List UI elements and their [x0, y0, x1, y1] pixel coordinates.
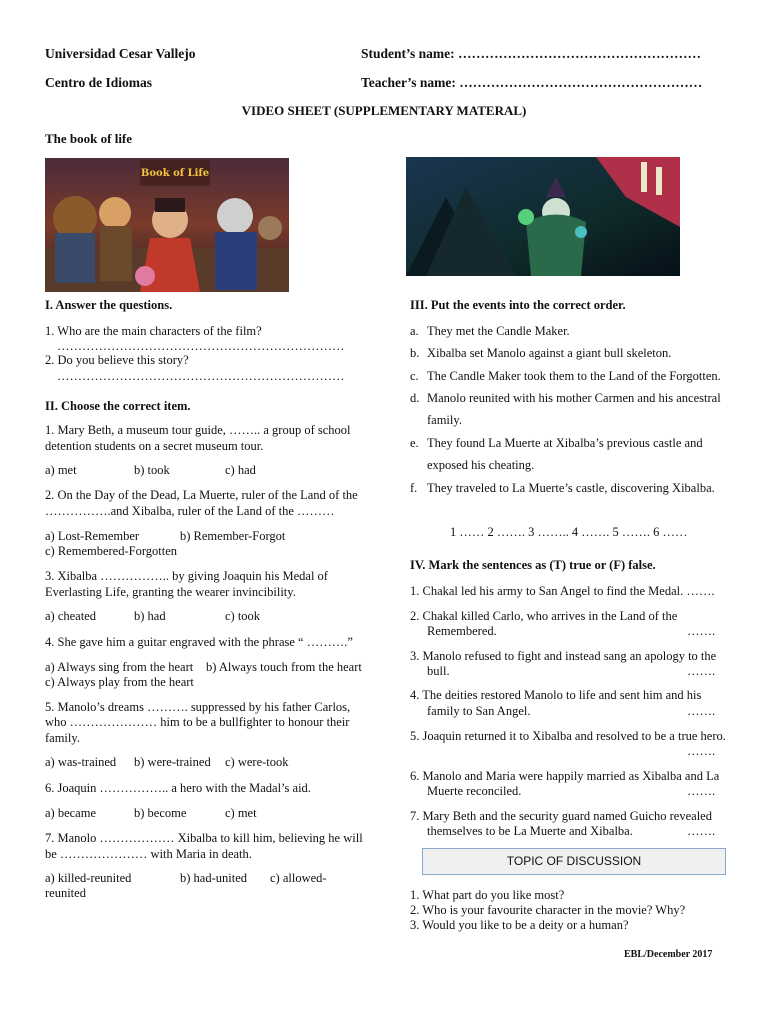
item-7-option-a[interactable]: a) killed-reunited: [45, 871, 132, 885]
university-name: Universidad Cesar Vallejo: [45, 46, 196, 61]
book-of-life-poster-image: [45, 158, 289, 292]
teacher-name-field: Teacher’s name: ………………………………………………: [361, 75, 703, 90]
section-4-heading: IV. Mark the sentences as (T) true or (F) false.: [410, 558, 656, 572]
topic-of-discussion-title: TOPIC OF DISCUSSION: [506, 854, 642, 868]
item-3-line-2: Everlasting Life, granting the wearer invincibility.: [45, 585, 296, 599]
item-2-line-2: …………….and Xibalba, ruler of the Land of the ………: [45, 504, 335, 518]
section-1-heading: I. Answer the questions.: [45, 298, 173, 312]
item-5-line-2: who ………………… him to be a bullfighter to honour their: [45, 715, 350, 729]
item-1-line-2: detention students on a secret museum tour.: [45, 439, 264, 453]
item-7-option-c-cont: reunited: [45, 886, 86, 900]
item-1-option-b[interactable]: b) took: [134, 463, 170, 477]
question-2: 2. Do you believe this story?: [45, 353, 189, 367]
tf-statement-7-line-2: themselves to be La Muerte and Xibalba.: [427, 824, 633, 838]
book-of-life-logo: [140, 160, 210, 186]
item-3-option-c[interactable]: c) took: [225, 609, 261, 623]
topic-of-discussion-box: [422, 848, 726, 875]
event-e: They found La Muerte at Xibalba’s previous castle and: [427, 436, 703, 450]
item-1-option-a[interactable]: a) met: [45, 463, 77, 477]
item-4-line-1: 4. She gave him a guitar engraved with the phrase “ ……….”: [45, 635, 353, 649]
tf-blank-5[interactable]: …….: [687, 744, 716, 758]
event-c: The Candle Maker took them to the Land of the Forgotten.: [427, 369, 721, 383]
item-6-line-1: 6. Joaquin …………….. a hero with the Madal’s aid.: [45, 781, 311, 795]
section-2-heading: II. Choose the correct item.: [45, 399, 191, 413]
item-6-option-c[interactable]: c) met: [225, 806, 257, 820]
language-center: Centro de Idiomas: [45, 75, 153, 90]
answer-line-1[interactable]: ……………………………………………………………: [57, 339, 345, 353]
item-1-line-1: 1. Mary Beth, a museum tour guide, …….. a group of school: [45, 423, 351, 437]
item-3-option-a[interactable]: a) cheated: [45, 609, 97, 623]
item-5-option-c[interactable]: c) were-took: [225, 755, 289, 769]
tf-blank-2[interactable]: …….: [687, 624, 716, 638]
event-letter-e: e.: [410, 436, 419, 450]
discussion-question-2: 2. Who is your favourite character in the movie? Why?: [410, 903, 686, 917]
event-e-cont: exposed his cheating.: [427, 458, 535, 472]
tf-statement-7-line-1: 7. Mary Beth and the security guard named Guicho revealed: [410, 809, 712, 823]
item-2-option-b[interactable]: b) Remember-Forgot: [180, 529, 286, 543]
item-2-option-c[interactable]: c) Remembered-Forgotten: [45, 544, 178, 558]
tf-blank-7[interactable]: …….: [687, 824, 716, 838]
page-title: VIDEO SHEET (SUPPLEMENTARY MATERAL): [241, 103, 527, 118]
item-2-line-1: 2. On the Day of the Dead, La Muerte, ruler of the Land of the: [45, 488, 358, 502]
svg-text:Book of Life: Book of Life: [140, 168, 210, 179]
tf-blank-6[interactable]: …….: [687, 784, 716, 798]
event-d: Manolo reunited with his mother Carmen and his ancestral: [427, 391, 721, 405]
order-answer-line[interactable]: 1 …… 2 ……. 3 …….. 4 ……. 5 ……. 6 ……: [450, 525, 688, 539]
event-letter-f: f.: [410, 481, 418, 495]
item-2-option-a[interactable]: a) Lost-Remember: [45, 529, 140, 543]
discussion-question-1: 1. What part do you like most?: [410, 888, 565, 902]
event-letter-d: d.: [410, 391, 420, 405]
event-letter-a: a.: [410, 324, 419, 338]
item-4-option-c[interactable]: c) Always play from the heart: [45, 675, 194, 689]
tf-blank-4[interactable]: …….: [687, 704, 716, 718]
item-3-option-b[interactable]: b) had: [134, 609, 166, 623]
item-5-line-3: family.: [45, 731, 80, 745]
tf-statement-3-line-1: 3. Manolo refused to fight and instead sang an apology to the: [410, 649, 717, 663]
item-5-line-1: 5. Manolo’s dreams ………. suppressed by his father Carlos,: [45, 700, 351, 714]
item-4-option-b[interactable]: b) Always touch from the heart: [206, 660, 362, 674]
item-7-line-2: be ………………… with Maria in death.: [45, 847, 252, 861]
answer-line-2[interactable]: ……………………………………………………………: [57, 369, 345, 383]
event-a: They met the Candle Maker.: [427, 324, 570, 338]
tf-statement-4-line-1: 4. The deities restored Manolo to life and sent him and his: [410, 688, 702, 702]
tf-blank-3[interactable]: …….: [687, 664, 716, 678]
item-1-option-c[interactable]: c) had: [225, 463, 256, 477]
footer-code: EBL/December 2017: [624, 949, 713, 960]
discussion-question-3: 3. Would you like to be a deity or a human?: [410, 918, 629, 932]
section-3-heading: III. Put the events into the correct order.: [410, 298, 626, 312]
tf-statement-2-line-1: 2. Chakal killed Carlo, who arrives in the Land of the: [410, 609, 678, 623]
event-b: Xibalba set Manolo against a giant bull skeleton.: [427, 346, 672, 360]
item-5-option-a[interactable]: a) was-trained: [45, 755, 117, 769]
item-7-option-c[interactable]: c) allowed-: [270, 871, 327, 885]
item-4-option-a[interactable]: a) Always sing from the heart: [45, 660, 194, 674]
tf-statement-2-line-2: Remembered.: [427, 624, 497, 638]
question-1: 1. Who are the main characters of the film?: [45, 324, 262, 338]
film-title: The book of life: [45, 131, 133, 146]
event-f: They traveled to La Muerte’s castle, discovering Xibalba.: [427, 481, 715, 495]
tf-statement-4-line-2: family to San Angel.: [427, 704, 531, 718]
student-name-field: Student’s name: ………………………………………………: [361, 46, 702, 61]
item-7-line-1: 7. Manolo ……………… Xibalba to kill him, believing he will: [45, 831, 363, 845]
xibalba-scene-image: [406, 157, 680, 276]
item-6-option-a[interactable]: a) became: [45, 806, 97, 820]
tf-statement-6-line-2: Muerte reconciled.: [427, 784, 522, 798]
event-d-cont: family.: [427, 413, 462, 427]
event-letter-c: c.: [410, 369, 419, 383]
tf-statement-1: 1. Chakal led his army to San Angel to find the Medal. …….: [410, 584, 715, 598]
event-letter-b: b.: [410, 346, 420, 360]
tf-statement-5: 5. Joaquin returned it to Xibalba and resolved to be a true hero.: [410, 729, 726, 743]
item-6-option-b[interactable]: b) become: [134, 806, 187, 820]
item-5-option-b[interactable]: b) were-trained: [134, 755, 211, 769]
item-7-option-b[interactable]: b) had-united: [180, 871, 247, 885]
tf-statement-3-line-2: bull.: [427, 664, 450, 678]
tf-statement-6-line-1: 6. Manolo and Maria were happily married as Xibalba and La: [410, 769, 720, 783]
item-3-line-1: 3. Xibalba …………….. by giving Joaquin his Medal of: [45, 569, 328, 583]
